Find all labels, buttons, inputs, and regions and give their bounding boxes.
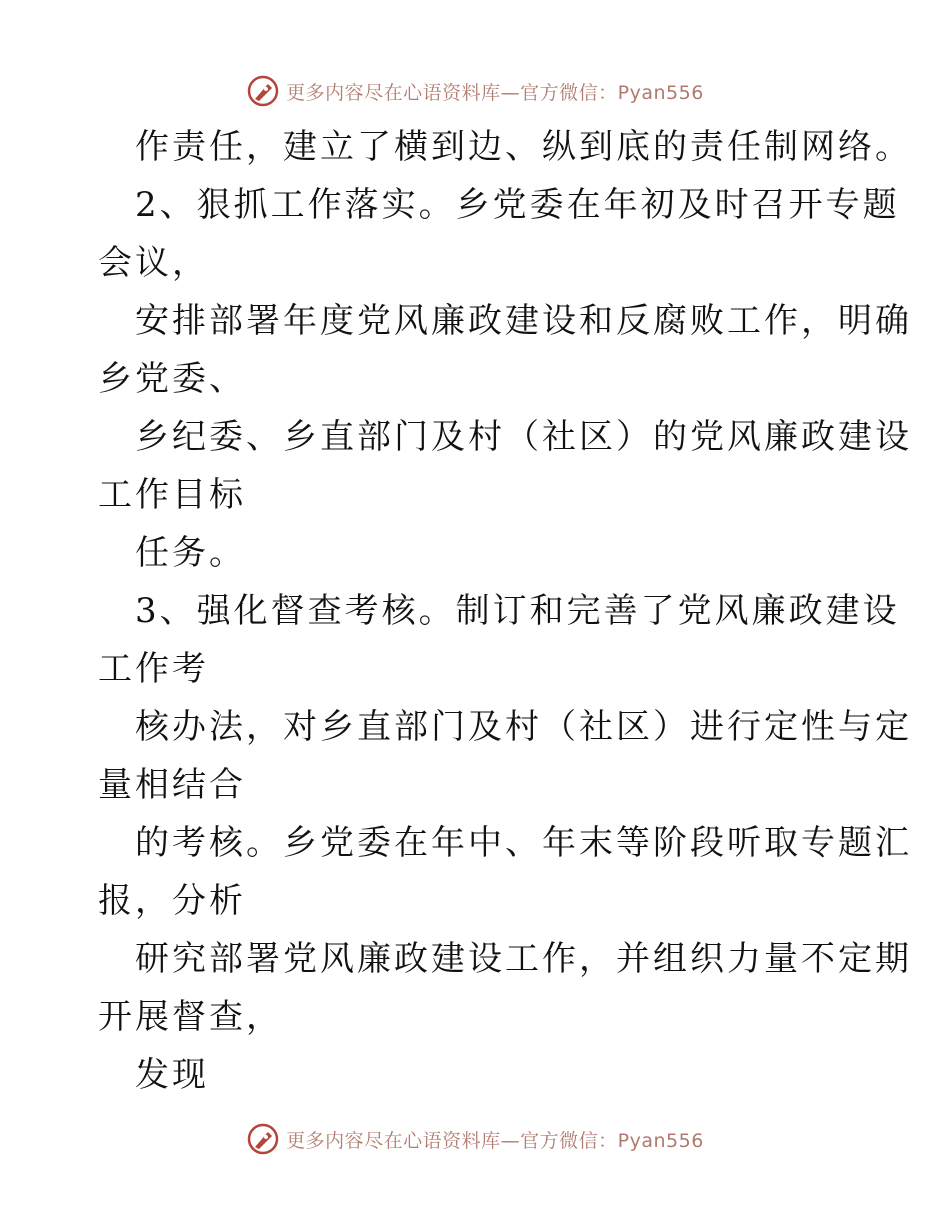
header-watermark (0, 71, 950, 111)
text-line: 任务。 (135, 533, 246, 573)
text-line: 的考核。乡党委在年中、年末等阶段听取专题汇 (135, 823, 912, 863)
pen-nib-icon (246, 74, 280, 108)
text-line: 发现 (135, 1055, 209, 1095)
text-line: 安排部署年度党风廉政建设和反腐败工作，明确 (135, 301, 912, 341)
text-line: 乡党委、 (98, 359, 246, 399)
text-line: 作责任，建立了横到边、纵到底的责任制网络。 (135, 127, 912, 167)
text-line: 研究部署党风廉政建设工作，并组织力量不定期 (135, 939, 912, 979)
text-line: 工作目标 (98, 475, 246, 515)
text-line: 量相结合 (98, 765, 246, 805)
watermark-text: 更多内容尽在心语资料库—官方微信：Pyan556 (286, 81, 704, 104)
text-line: 开展督查， (98, 997, 283, 1037)
pen-nib-icon (246, 1122, 280, 1156)
text-line: 报，分析 (98, 881, 246, 921)
text-line: 会议， (98, 243, 209, 283)
text-line: 工作考 (98, 649, 209, 689)
text-line: 乡纪委、乡直部门及村（社区）的党风廉政建设 (135, 417, 912, 457)
text-line: 3、强化督查考核。制订和完善了党风廉政建设 (135, 591, 900, 631)
watermark-text: 更多内容尽在心语资料库—官方微信：Pyan556 (286, 1129, 704, 1152)
text-line: 2、狠抓工作落实。乡党委在年初及时召开专题 (135, 185, 900, 225)
text-line: 核办法，对乡直部门及村（社区）进行定性与定 (135, 707, 912, 747)
footer-watermark (0, 1119, 950, 1159)
